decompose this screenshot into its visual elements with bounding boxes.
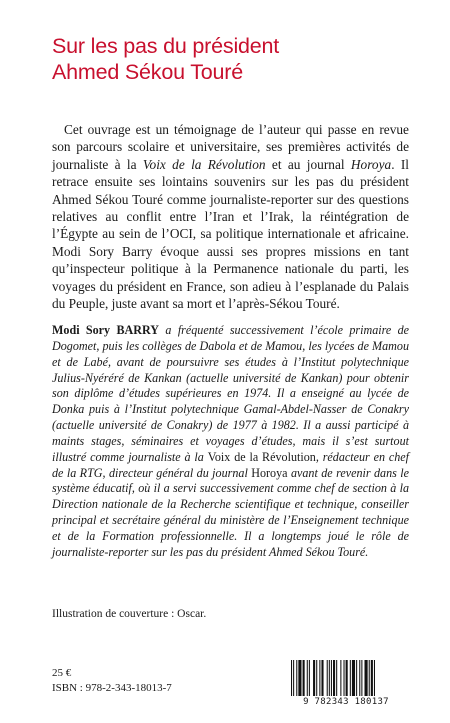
barcode-bar — [371, 660, 373, 696]
barcode-bars — [287, 658, 405, 698]
barcode-bar — [293, 660, 294, 696]
barcode-bar — [327, 660, 328, 696]
barcode-bar — [369, 660, 370, 696]
barcode-bar — [321, 660, 323, 696]
barcode-bar — [309, 660, 310, 696]
barcode-bar — [331, 660, 332, 696]
author-biography — [52, 323, 409, 561]
barcode-bar — [303, 660, 305, 696]
bio-text-1: a fréquenté successivement l’école primaire de Dogomet, puis les collèges de Dabola et de Mamou, les lycées de Mamou et de Labé, avant de poursuivre ses études à l’Institut polytechnique Julius-Nyéréré de Kankan (actuelle université de Kankan) pour obtenir son diplôme d’études supérieures en 1974. Il a enseigné au lycée de Donka puis à l’Institut polytechnique Gamal-Abdel-Nasser de Conakry (actuelle université de Conakry) de 1977 à 1982. Il a aussi participé à maints stages, séminaires et voyages d’études, mais il s’est surtout illustré comme journaliste à la — [52, 323, 409, 464]
barcode-bar — [352, 660, 355, 696]
barcode-bar — [359, 660, 360, 696]
barcode-bar — [316, 660, 317, 696]
barcode-bar — [298, 660, 301, 696]
barcode-bar — [313, 660, 315, 696]
author-name: Modi Sory BARRY — [52, 323, 160, 337]
summary-paragraph — [52, 121, 409, 312]
summary-newspaper-1: Voix de la Révolution — [142, 156, 266, 172]
barcode-bar — [356, 660, 357, 696]
bio-text-3: avant de revenir dans le système éducatif, où il a servi successivement comme chef de section à la Direction nationale de la Recherche scientifique et technique, conseiller principal et secrétaire général du ministère de l’Enseignement technique et de la Formation professionnelle. Il a longtemps joué le rôle de journaliste-reporter sur les pas du président Ahmed Sékou Touré. — [52, 465, 409, 559]
barcode-bar — [296, 660, 297, 696]
book-title-line-2: Ahmed Sékou Touré — [52, 60, 244, 84]
book-title-line-1: Sur les pas du président — [52, 34, 280, 58]
barcode-bar — [361, 660, 362, 696]
barcode-bar — [291, 660, 292, 696]
summary-newspaper-2: Horoya — [350, 156, 392, 172]
illustration-credit: Illustration de couverture : Oscar. — [52, 608, 207, 620]
barcode-bar — [346, 660, 348, 696]
barcode-digits: 9 782343 180137 — [303, 697, 389, 707]
book-title — [52, 33, 422, 85]
barcode-bar — [365, 660, 368, 696]
barcode-bar — [344, 660, 345, 696]
barcode-bar — [340, 660, 341, 696]
barcode-bar — [350, 660, 351, 696]
bio-radio-name: Voix de la Révolution — [207, 449, 316, 464]
barcode-bar — [333, 660, 335, 696]
barcode-bar — [307, 660, 308, 696]
barcode-bar — [374, 660, 375, 696]
summary-text-2: et au journal — [265, 156, 351, 172]
barcode — [287, 658, 405, 709]
price: 25 € — [52, 667, 72, 679]
bio-text-2: , rédacteur en chef de la RTG, directeur général du journal — [52, 449, 409, 480]
bio-newspaper-name: Horoya — [251, 465, 288, 480]
barcode-bar — [319, 660, 320, 696]
summary-text-1: Cet ouvrage est un témoignage de l’auteur qui passe en revue son parcours scolaire et universitaire, ses premières activités de journaliste à la — [52, 122, 409, 172]
summary-text-3: . Il retrace ensuite ses lointains souvenirs sur les pas du président Ahmed Sékou Touré comme journaliste-reporter sur des questions relatives au conflit entre l’Iran et l’Irak, la réintégration de l’Égypte au sein de l’OCI, sa politique internationale et africaine. Modi Sory Barry évoque aussi ses propres missions en tant qu’inspecteur politique à la Permanence nationale du parti, les voyages du président en France, son adieu à l’esplanade du Palais du Peuple, juste avant sa mort et l’après-Sékou Touré. — [52, 156, 410, 312]
barcode-bar — [329, 660, 330, 696]
barcode-bar — [336, 660, 337, 696]
isbn: ISBN : 978-2-343-18013-7 — [52, 682, 172, 694]
